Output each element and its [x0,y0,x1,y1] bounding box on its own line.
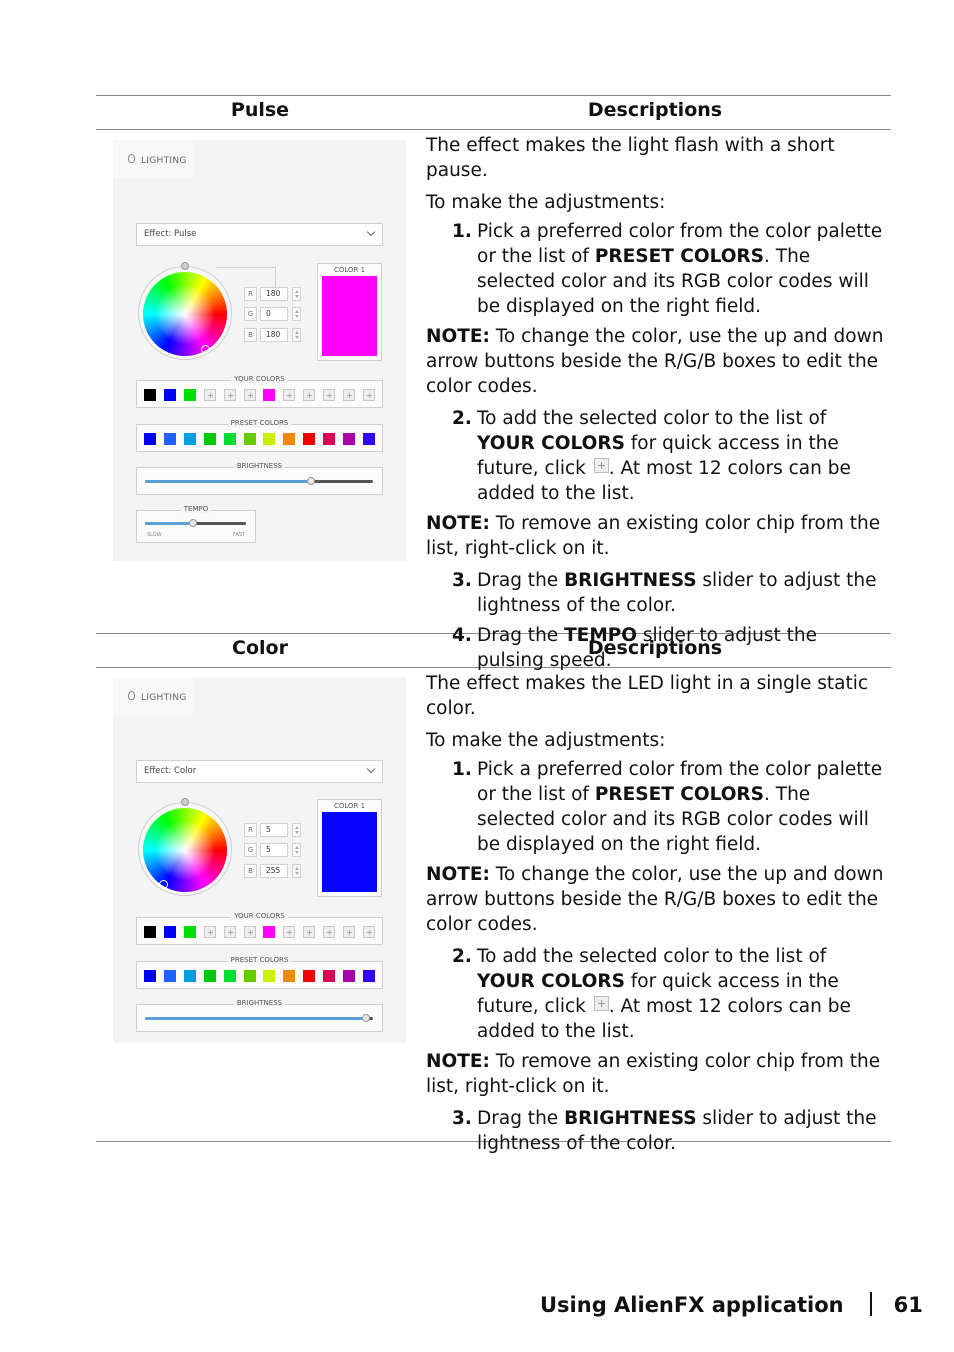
color-1-swatch [322,276,377,356]
r-label: R [244,287,257,301]
step-number: 1. [452,221,472,242]
column-header-effect: Color [232,637,288,659]
page-footer [540,1292,923,1317]
note-change-color: NOTE: To change the color, use the up and down arrow buttons beside the R/G/B boxes to edit the color codes. [426,326,884,397]
preset-color-chip[interactable] [323,433,335,445]
preset-color-chip[interactable] [144,433,156,445]
preset-color-chip[interactable] [323,970,335,982]
your-color-chip[interactable] [164,926,176,938]
add-color-button[interactable] [283,389,295,401]
r-label: R [244,823,257,837]
step-number: 3. [452,1108,472,1129]
effect-dropdown-label: Effect: Color [144,766,197,776]
brightness-group [136,462,383,495]
adjustments-lead: To make the adjustments: [426,730,666,751]
b-field[interactable]: 180 [260,328,288,342]
your-color-chip[interactable] [164,389,176,401]
preset-color-chip[interactable] [224,433,236,445]
intro-text: The effect makes the LED light in a single static color. [426,673,869,719]
color-1-box[interactable] [317,263,382,361]
preset-color-chip[interactable] [303,433,315,445]
preset-color-chip[interactable] [363,433,375,445]
add-color-button[interactable] [283,926,295,938]
slider-thumb[interactable] [362,1014,370,1022]
pulse-description [426,133,888,678]
slider-fill [145,1017,366,1020]
g-field[interactable]: 5 [260,843,288,857]
bulb-icon [128,691,135,700]
r-field[interactable]: 180 [260,287,288,301]
note-change-color: NOTE: To change the color, use the up and down arrow buttons beside the R/G/B boxes to edit the color codes. [426,864,884,935]
preset-color-chip[interactable] [224,970,236,982]
add-color-icon [594,458,609,473]
footer-separator [870,1292,872,1316]
b-field[interactable]: 255 [260,864,288,878]
preset-colors-group [136,419,383,452]
tab-lighting-label: LIGHTING [141,156,187,166]
tempo-title: TEMPO [137,505,255,513]
your-colors-group [136,912,383,945]
your-colors-title: YOUR COLORS [137,912,382,920]
chevron-down-icon [367,228,375,236]
column-header-effect: Pulse [230,99,290,121]
page-number: 61 [893,1293,923,1317]
preset-color-chip[interactable] [244,970,256,982]
effect-dropdown[interactable] [136,223,383,246]
brightness-title: BRIGHTNESS [137,462,382,470]
step-2: 2. To add the selected color to the list of YOUR COLORS for quick access in the future, click . At most 12 colors can be added to the list. [452,946,851,1042]
step-4: 4. Drag the TEMPO slider to adjust the pulsing speed. [452,625,817,671]
add-color-button[interactable] [224,926,236,938]
adjustments-lead: To make the adjustments: [426,192,666,213]
preset-color-chip[interactable] [343,433,355,445]
slider-fill [145,522,193,525]
add-color-button[interactable] [323,389,335,401]
step-3: 3. Drag the BRIGHTNESS slider to adjust the lightness of the color. [452,570,877,616]
column-header-descriptions: Descriptions [587,637,723,659]
color-wheel[interactable] [143,808,227,892]
color-1-swatch [322,812,377,892]
lighting-panel-color [113,677,406,1043]
note-remove-color: NOTE: To remove an existing color chip from the list, right-click on it. [426,1051,881,1097]
g-spinner[interactable] [292,843,301,857]
preset-colors-title: PRESET COLORS [137,956,382,964]
r-spinner[interactable] [292,823,301,837]
lighting-panel-pulse [113,140,406,561]
your-colors-group [136,375,383,408]
tab-lighting[interactable] [113,140,193,178]
your-color-chip[interactable] [263,926,275,938]
tempo-group [136,505,256,543]
effect-dropdown-label: Effect: Pulse [144,229,197,239]
your-color-chip[interactable] [263,389,275,401]
add-color-button[interactable] [363,389,375,401]
wheel-connector [216,267,276,287]
step-1: 1. Pick a preferred color from the color palette or the list of PRESET COLORS. The selected color and its RGB color codes will be displayed on the right field. [452,759,883,855]
chevron-down-icon [367,765,375,773]
preset-color-chip[interactable] [164,433,176,445]
preset-color-chip[interactable] [263,433,275,445]
preset-color-chip[interactable] [144,970,156,982]
preset-color-chip[interactable] [263,970,275,982]
footer-title: Using AlienFX application [540,1293,844,1317]
color-1-title: COLOR 1 [333,266,366,274]
r-spinner[interactable] [292,287,301,301]
bulb-icon [128,154,135,163]
header-rule [96,129,891,130]
slider-thumb[interactable] [189,519,197,527]
color-wheel[interactable] [143,272,227,356]
brightness-group [136,999,383,1032]
b-label: B [244,328,257,342]
brightness-title: BRIGHTNESS [137,999,382,1007]
preset-colors-title: PRESET COLORS [137,419,382,427]
preset-color-chip[interactable] [283,970,295,982]
wheel-handle[interactable] [181,262,189,270]
preset-color-chip[interactable] [164,970,176,982]
preset-color-chip[interactable] [244,433,256,445]
preset-color-chip[interactable] [184,970,196,982]
preset-color-chip[interactable] [363,970,375,982]
step-number: 2. [452,408,472,429]
r-field[interactable]: 5 [260,823,288,837]
g-spinner[interactable] [292,307,301,321]
step-number: 1. [452,759,472,780]
step-2: 2. To add the selected color to the list of YOUR COLORS for quick access in the future, click . At most 12 colors can be added to the list. [452,408,851,504]
preset-color-chip[interactable] [303,970,315,982]
add-color-button[interactable] [303,389,315,401]
your-colors-title: YOUR COLORS [137,375,382,383]
your-color-chip[interactable] [144,389,156,401]
add-color-button[interactable] [244,926,256,938]
step-1: 1. Pick a preferred color from the color palette or the list of PRESET COLORS. The selected color and its RGB color codes will be displayed on the right field. [452,221,883,317]
step-3: 3. Drag the BRIGHTNESS slider to adjust the lightness of the color. [452,1108,877,1154]
add-color-icon [594,996,609,1011]
color-1-title: COLOR 1 [333,802,366,810]
slider-thumb[interactable] [307,477,315,485]
add-color-button[interactable] [343,926,355,938]
add-color-button[interactable] [204,389,216,401]
preset-color-chip[interactable] [204,433,216,445]
preset-color-chip[interactable] [283,433,295,445]
your-color-chip[interactable] [144,926,156,938]
b-label: B [244,864,257,878]
add-color-button[interactable] [323,926,335,938]
add-color-button[interactable] [204,926,216,938]
wheel-selection-marker[interactable] [159,880,168,889]
tempo-slow-label: SLOW [147,532,162,538]
step-number: 3. [452,570,472,591]
color-description [426,671,888,1161]
slider-fill [145,480,311,483]
b-spinner[interactable] [292,328,301,342]
note-remove-color: NOTE: To remove an existing color chip from the list, right-click on it. [426,513,881,559]
preset-colors-group [136,956,383,989]
add-color-button[interactable] [303,926,315,938]
add-color-button[interactable] [244,389,256,401]
add-color-button[interactable] [224,389,236,401]
preset-color-chip[interactable] [204,970,216,982]
column-header-descriptions: Descriptions [587,99,723,121]
step-number: 2. [452,946,472,967]
table-top-rule [96,95,891,96]
color-1-box[interactable] [317,799,382,897]
g-field[interactable]: 0 [260,307,288,321]
g-label: G [244,307,257,321]
tab-lighting-label: LIGHTING [141,693,187,703]
preset-color-chip[interactable] [184,433,196,445]
your-color-chip[interactable] [184,926,196,938]
add-color-button[interactable] [343,389,355,401]
add-color-button[interactable] [363,926,375,938]
your-color-chip[interactable] [184,389,196,401]
wheel-handle[interactable] [181,798,189,806]
g-label: G [244,843,257,857]
intro-text: The effect makes the light flash with a short pause. [426,135,835,181]
b-spinner[interactable] [292,864,301,878]
effect-dropdown[interactable] [136,760,383,783]
wheel-selection-marker[interactable] [201,345,210,354]
preset-color-chip[interactable] [343,970,355,982]
tempo-fast-label: FAST [233,532,246,538]
step-number: 4. [452,625,472,646]
tab-lighting[interactable] [113,677,193,715]
